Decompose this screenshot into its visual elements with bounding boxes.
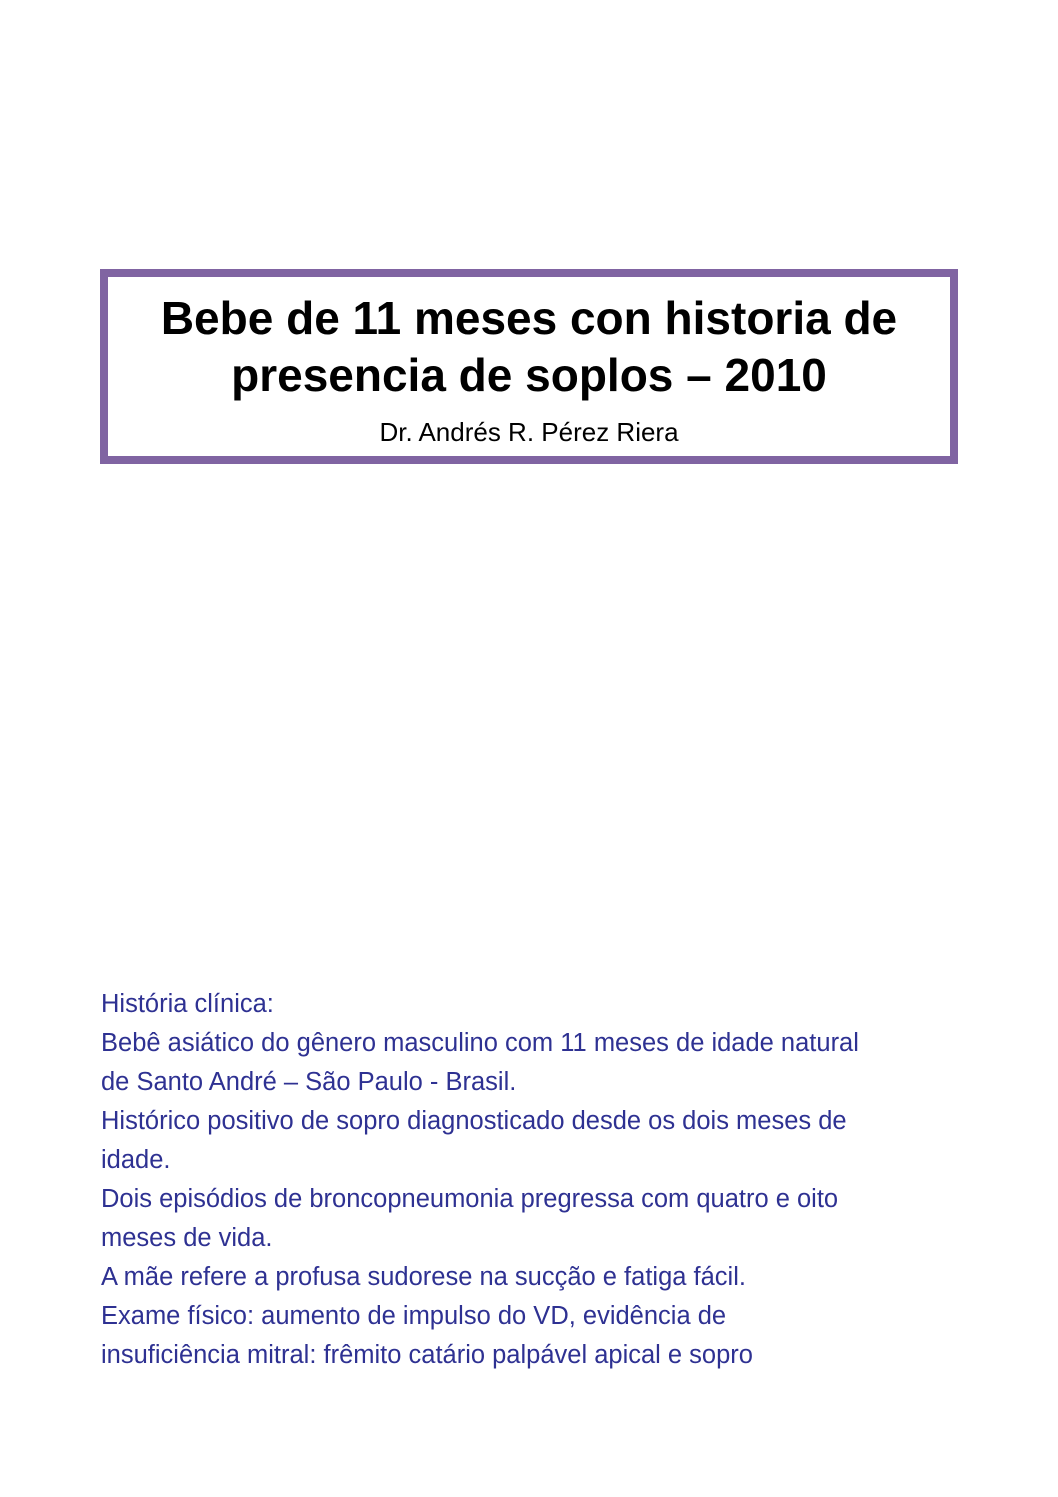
author: Dr. Andrés R. Pérez Riera <box>379 417 679 447</box>
history-line: insuficiência mitral: frêmito catário palpável apical e sopro <box>101 1341 753 1369</box>
title-line: Bebe de 11 meses con historia de <box>160 292 898 344</box>
title-line: presencia de soplos – 2010 <box>231 349 827 401</box>
history-line: meses de vida. <box>101 1224 273 1252</box>
page-title <box>108 290 950 404</box>
history-line: Exame físico: aumento de impulso do VD, evidência de <box>101 1302 727 1330</box>
history-line: Dois episódios de broncopneumonia pregressa com quatro e oito <box>101 1185 839 1213</box>
history-line: de Santo André – São Paulo - Brasil. <box>101 1068 517 1096</box>
history-line: idade. <box>101 1146 171 1174</box>
history-heading: História clínica: <box>101 990 274 1018</box>
history-line: Histórico positivo de sopro diagnosticado desde os dois meses de <box>101 1107 847 1135</box>
title-box <box>100 269 958 464</box>
clinical-history <box>101 985 981 1375</box>
history-line: Bebê asiático do gênero masculino com 11 meses de idade natural <box>101 1029 859 1057</box>
history-line: A mãe refere a profusa sudorese na sucção e fatiga fácil. <box>101 1263 746 1291</box>
